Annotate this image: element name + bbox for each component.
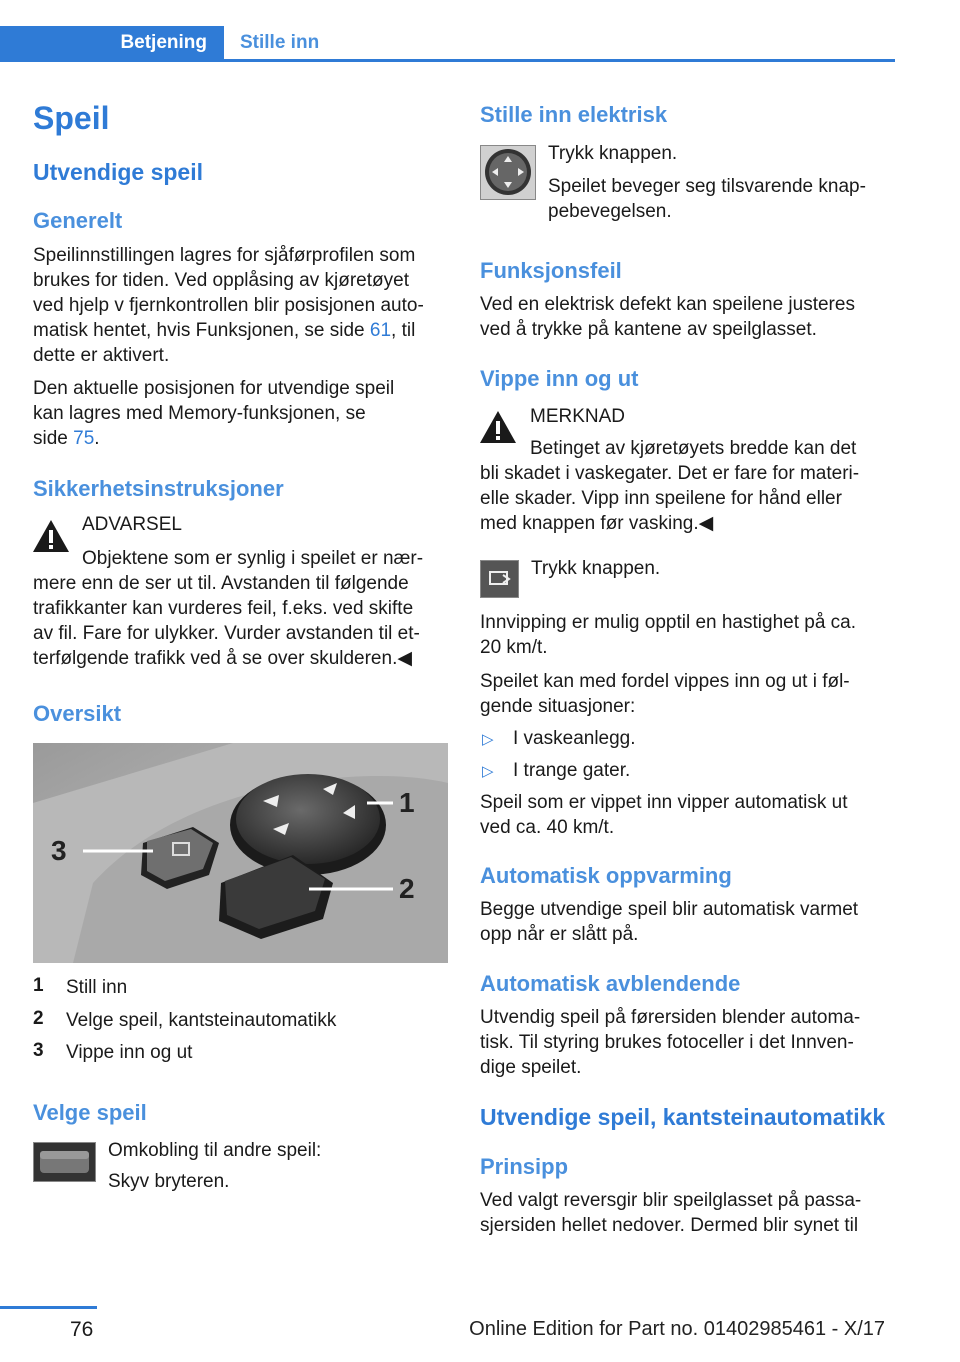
text-line: tisk. Til styring brukes fotoceller i det Innven‐ bbox=[480, 1032, 854, 1053]
subsection-heading: Sikkerhetsinstruksjoner bbox=[33, 476, 284, 501]
text-line: Velge speil, kantsteinautomatikk bbox=[66, 1010, 337, 1031]
avblend-text bbox=[480, 1005, 890, 1080]
text-line: ved hjelp v fjernkontrollen blir posisjonen auto‐ bbox=[33, 295, 424, 316]
text-span: matisk hentet, hvis Funksjonen, se side bbox=[33, 320, 370, 341]
prinsipp-text bbox=[480, 1188, 890, 1238]
oppvarming-text bbox=[480, 897, 890, 947]
velge-text bbox=[108, 1138, 321, 1194]
text-span: , til bbox=[391, 320, 416, 341]
text-line: Still inn bbox=[66, 977, 128, 998]
mirror-select-switch-icon bbox=[33, 1142, 96, 1182]
note-label bbox=[530, 404, 625, 429]
text-line: sjersiden hellet nedover. Dermed blir synet til bbox=[480, 1215, 859, 1236]
text-line: Speilet beveger seg tilsvarende knap‐ bbox=[548, 176, 866, 197]
text-line: trafikkanter kan vurderes feil, f.eks. ved skifte bbox=[33, 598, 414, 619]
text-line: opp når er slått på. bbox=[480, 924, 639, 945]
footer-rule bbox=[0, 1306, 97, 1309]
subsection-heading: Automatisk avblendende bbox=[480, 971, 741, 996]
mirror-controls-photo bbox=[33, 743, 448, 963]
text-line: Utvendig speil på førersiden blender automa‐ bbox=[480, 1007, 861, 1028]
innvipping-text bbox=[480, 610, 890, 660]
text-line bbox=[33, 318, 453, 343]
press-text bbox=[531, 556, 660, 581]
subsection-heading: Prinsipp bbox=[480, 1154, 569, 1179]
funksjon-text bbox=[480, 292, 890, 342]
text-line: Objektene som er synlig i speilet er nær‐ bbox=[82, 548, 424, 569]
text-line: med knappen før vasking.◀ bbox=[480, 513, 714, 534]
warning-label bbox=[82, 512, 182, 537]
text-line: Ved en elektrisk defekt kan speilene justeres bbox=[480, 294, 855, 315]
text-line: ved ca. 40 km/t. bbox=[480, 817, 615, 838]
text-line: Omkobling til andre speil: bbox=[108, 1140, 322, 1161]
edition-text: Online Edition for Part no. 01402985461 - X/17 bbox=[469, 1318, 885, 1340]
stille-text bbox=[548, 141, 888, 224]
text-line: Den aktuelle posisjonen for utvendige speil bbox=[33, 378, 395, 399]
text-line: bli skadet i vaskegater. Det er fare for materi‐ bbox=[480, 463, 860, 484]
page-link-75[interactable]: 75 bbox=[73, 428, 95, 449]
subsection-heading: Velge speil bbox=[33, 1100, 147, 1125]
text-line: ADVARSEL bbox=[82, 514, 182, 535]
text-line: I trange gater. bbox=[513, 760, 631, 781]
text-span: . bbox=[94, 428, 100, 449]
fold-mirror-button-icon bbox=[480, 560, 519, 598]
legend-num: 3 bbox=[33, 1040, 44, 1061]
header-rule bbox=[0, 59, 895, 62]
generelt-paragraph-1 bbox=[33, 243, 453, 368]
warning-text bbox=[33, 546, 453, 671]
text-line: gende situasjoner: bbox=[480, 696, 636, 717]
text-line: Speil som er vippet inn vipper automatisk ut bbox=[480, 792, 848, 813]
subsection-heading: Stille inn elektrisk bbox=[480, 102, 668, 127]
section-heading: Utvendige speil bbox=[33, 159, 203, 185]
tab-stille-inn[interactable]: Stille inn bbox=[240, 32, 320, 53]
text-line: Vippe inn og ut bbox=[66, 1042, 193, 1063]
callout-2: 2 bbox=[399, 873, 415, 904]
text-line: Begge utvendige speil blir automatisk varmet bbox=[480, 899, 859, 920]
vippet-text bbox=[480, 790, 890, 840]
text-line: Ved valgt reversgir blir speilglasset på passa‐ bbox=[480, 1190, 862, 1211]
legend-num: 2 bbox=[33, 1008, 44, 1029]
legend-text bbox=[66, 1008, 336, 1033]
callout-1: 1 bbox=[399, 787, 415, 818]
text-line: brukes for tiden. Ved opplåsing av kjøretøyet bbox=[33, 270, 409, 291]
speilet-text bbox=[480, 669, 890, 719]
tab-betjening[interactable]: Betjening bbox=[0, 26, 224, 59]
text-line: MERKNAD bbox=[530, 406, 626, 427]
text-line: ved å trykke på kantene av speilglasset. bbox=[480, 319, 817, 340]
text-line: Trykk knappen. bbox=[548, 143, 678, 164]
text-line: pebevegelsen. bbox=[548, 201, 672, 222]
text-line: dige speilet. bbox=[480, 1057, 582, 1078]
bullet-icon: ▷ bbox=[482, 731, 494, 748]
text-line: elle skader. Vipp inn speilene for hånd eller bbox=[480, 488, 842, 509]
text-span: side bbox=[33, 428, 74, 449]
text-line: kan lagres med Memory-funksjonen, se bbox=[33, 403, 366, 424]
text-line: Speilinnstillingen lagres for sjåførprofilen som bbox=[33, 245, 416, 266]
text-line bbox=[33, 426, 453, 451]
text-line: av fil. Fare for ulykker. Vurder avstanden til et‐ bbox=[33, 623, 420, 644]
bullet-icon: ▷ bbox=[482, 763, 494, 780]
legend-num: 1 bbox=[33, 975, 44, 996]
text-line: Skyv bryteren. bbox=[108, 1171, 230, 1192]
subsection-heading: Vippe inn og ut bbox=[480, 366, 639, 391]
text-line: terfølgende trafikk ved å se over skulderen.◀ bbox=[33, 648, 412, 669]
bullet-text bbox=[513, 726, 636, 751]
text-line: Trykk knappen. bbox=[531, 558, 661, 579]
callout-3: 3 bbox=[51, 835, 67, 866]
subsection-heading: Oversikt bbox=[33, 701, 122, 726]
note-text bbox=[480, 436, 890, 536]
text-line: Speilet kan med fordel vippes inn og ut i føl‐ bbox=[480, 671, 850, 692]
text-line: mere enn de ser ut til. Avstanden til følgende bbox=[33, 573, 409, 594]
text-line: Betinget av kjøretøyets bredde kan det bbox=[530, 438, 857, 459]
page-title: Speil bbox=[33, 100, 110, 136]
legend-text bbox=[66, 975, 127, 1000]
subsection-heading: Generelt bbox=[33, 208, 123, 233]
text-line: Innvipping er mulig opptil en hastighet på ca. bbox=[480, 612, 857, 633]
mirror-adjust-knob-icon bbox=[480, 145, 536, 200]
text-line: dette er aktivert. bbox=[33, 345, 170, 366]
section-heading: Utvendige speil, kantsteinautomatikk bbox=[480, 1104, 886, 1130]
page-link-61[interactable]: 61 bbox=[369, 320, 392, 341]
generelt-paragraph-2 bbox=[33, 376, 453, 451]
subsection-heading: Automatisk oppvarming bbox=[480, 863, 732, 888]
header-tabs bbox=[0, 26, 895, 62]
page-number: 76 bbox=[70, 1318, 94, 1341]
text-line: 20 km/t. bbox=[480, 637, 548, 658]
subsection-heading: Funksjonsfeil bbox=[480, 258, 622, 283]
legend-text bbox=[66, 1040, 192, 1065]
bullet-text bbox=[513, 758, 630, 783]
text-line: I vaskeanlegg. bbox=[513, 728, 636, 749]
